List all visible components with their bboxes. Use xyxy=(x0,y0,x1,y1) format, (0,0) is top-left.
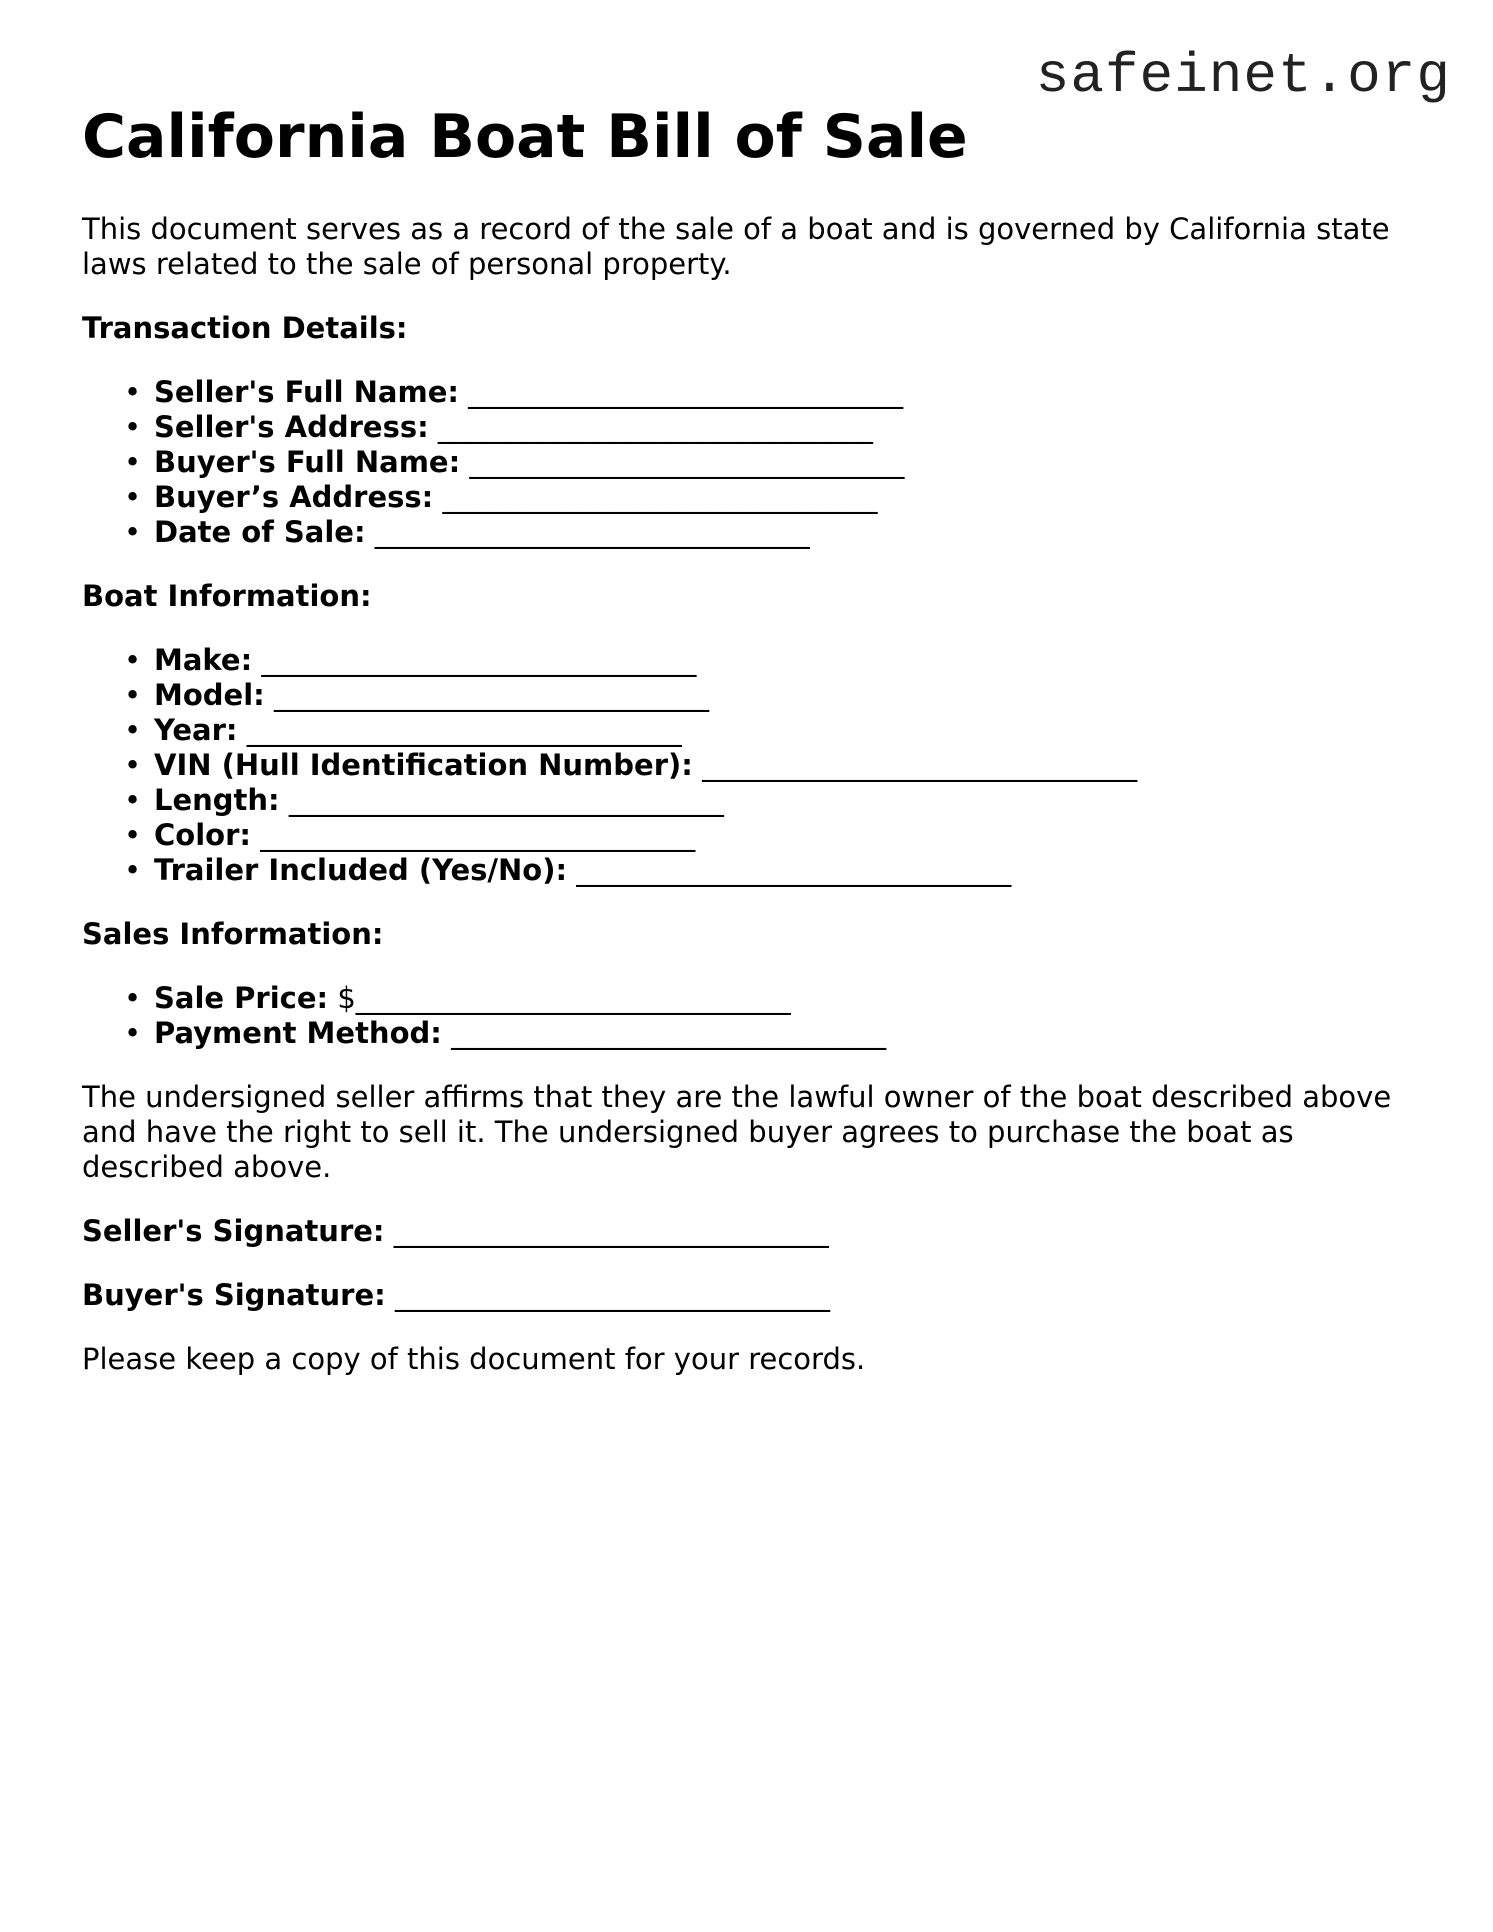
list-item-vin xyxy=(154,748,1422,783)
field-label: Year: xyxy=(154,713,238,747)
watermark-logo: safeinet.org xyxy=(1035,44,1451,108)
list-item-sale-price xyxy=(154,981,1422,1016)
field-label: Payment Method: xyxy=(154,1016,442,1050)
fill-in-blank: ______________________________ xyxy=(288,783,724,817)
list-item-sellers-address xyxy=(154,410,1422,445)
list-item-payment-method xyxy=(154,1016,1422,1051)
field-label: Make: xyxy=(154,643,253,677)
list-item-buyers-full-name xyxy=(154,445,1422,480)
boat-information-heading: Boat Information: xyxy=(82,579,372,613)
seller-signature-line xyxy=(82,1214,1422,1249)
transaction-details-list xyxy=(82,375,1422,550)
list-item-year xyxy=(154,713,1422,748)
sales-information-list xyxy=(82,981,1422,1051)
sales-information-heading: Sales Information: xyxy=(82,917,384,951)
fill-in-blank: ______________________________ xyxy=(468,375,904,409)
list-item-color xyxy=(154,818,1422,853)
fill-in-blank: ______________________________ xyxy=(246,713,682,747)
list-item-trailer-included xyxy=(154,853,1422,888)
field-label: Color: xyxy=(154,818,251,852)
fill-in-blank: ______________________________ xyxy=(442,480,878,514)
seller-signature-blank: ______________________________ xyxy=(393,1214,829,1248)
field-label: Seller's Full Name: xyxy=(154,375,459,409)
list-item-buyers-address xyxy=(154,480,1422,515)
list-item-date-of-sale xyxy=(154,515,1422,550)
buyer-signature-label: Buyer's Signature: xyxy=(82,1278,386,1312)
field-label: Length: xyxy=(154,783,280,817)
fill-in-blank: $______________________________ xyxy=(337,981,791,1015)
list-item-length xyxy=(154,783,1422,818)
seller-signature-label: Seller's Signature: xyxy=(82,1214,385,1248)
field-label: Sale Price: xyxy=(154,981,329,1015)
list-item-sellers-full-name xyxy=(154,375,1422,410)
fill-in-blank: ______________________________ xyxy=(260,818,696,852)
footer-note: Please keep a copy of this document for your records. xyxy=(82,1342,866,1376)
document-title: California Boat Bill of Sale xyxy=(82,102,968,172)
field-label: Trailer Included (Yes/No): xyxy=(154,853,568,887)
transaction-details-heading: Transaction Details: xyxy=(82,311,408,345)
fill-in-blank: ______________________________ xyxy=(261,643,697,677)
fill-in-blank: ______________________________ xyxy=(437,410,873,444)
fill-in-blank: ______________________________ xyxy=(576,853,1012,887)
field-label: Seller's Address: xyxy=(154,410,429,444)
fill-in-blank: ______________________________ xyxy=(469,445,905,479)
field-label: VIN (Hull Identification Number): xyxy=(154,748,693,782)
field-label: Model: xyxy=(154,678,265,712)
affirmation-paragraph: The undersigned seller affirms that they are the lawful owner of the boat described above and have the right to sell it. The undersigned buyer agrees to purchase the boat as described above. xyxy=(82,1080,1392,1184)
boat-information-list xyxy=(82,643,1422,888)
intro-paragraph: This document serves as a record of the sale of a boat and is governed by California state laws related to the sale of personal property. xyxy=(82,212,1390,281)
fill-in-blank: ______________________________ xyxy=(702,748,1138,782)
field-label: Buyer's Full Name: xyxy=(154,445,461,479)
fill-in-blank: ______________________________ xyxy=(451,1016,887,1050)
fill-in-blank: ______________________________ xyxy=(374,515,810,549)
list-item-make xyxy=(154,643,1422,678)
list-item-model xyxy=(154,678,1422,713)
buyer-signature-line xyxy=(82,1278,1422,1313)
fill-in-blank: ______________________________ xyxy=(273,678,709,712)
field-label: Buyer’s Address: xyxy=(154,480,434,514)
buyer-signature-blank: ______________________________ xyxy=(394,1278,830,1312)
field-label: Date of Sale: xyxy=(154,515,366,549)
document-body xyxy=(82,212,1422,1406)
